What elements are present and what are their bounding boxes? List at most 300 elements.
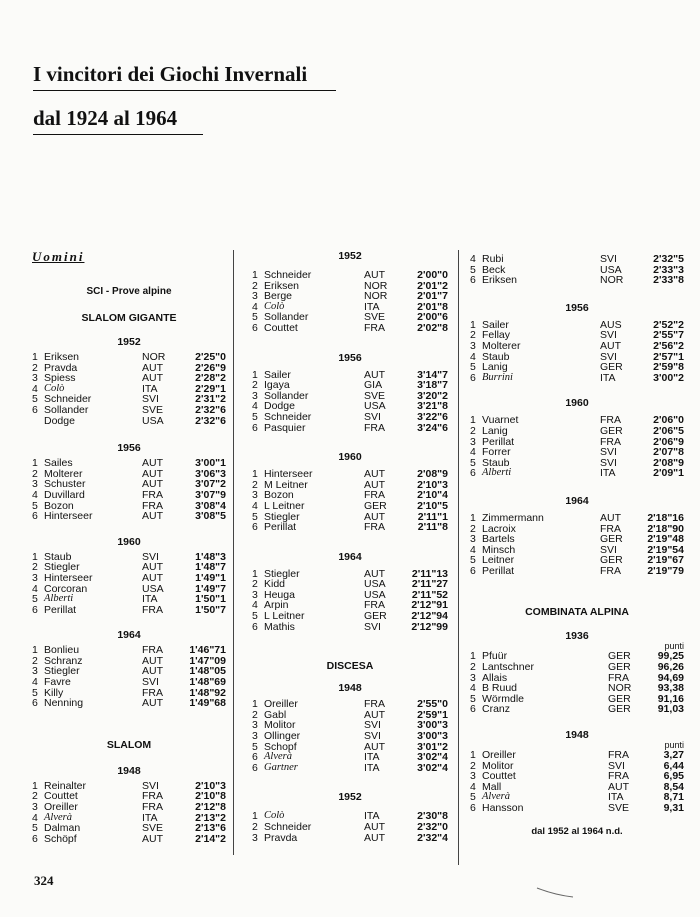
rank: 2: [32, 654, 38, 667]
nation: FRA: [364, 599, 385, 612]
rank: 3: [470, 533, 476, 546]
result: 2'29"1: [195, 382, 226, 395]
result: 2'31"2: [195, 393, 226, 406]
result: 2'08"9: [653, 456, 684, 469]
nation: SVI: [600, 350, 617, 363]
rank: 5: [470, 361, 476, 374]
result: 3'00"1: [195, 457, 226, 470]
result: 1'48"69: [189, 676, 226, 689]
result: 3'07"9: [195, 488, 226, 501]
athlete-name: Oreiller: [482, 749, 516, 762]
page-number: 324: [34, 873, 54, 888]
rank: 6: [32, 603, 38, 616]
nation: FRA: [600, 414, 621, 427]
rank: 1: [252, 698, 258, 711]
athlete-name: Molterer: [482, 339, 521, 352]
result: 2'06"5: [653, 424, 684, 437]
rank: 2: [32, 561, 38, 574]
athlete-name: Favre: [44, 676, 71, 689]
nation: FRA: [600, 522, 621, 535]
athlete-name: Alverà: [264, 751, 292, 763]
athlete-name: Lacroix: [482, 522, 516, 535]
table-row: [32, 352, 226, 363]
table-row: [470, 373, 684, 384]
nation: AUT: [364, 567, 385, 580]
nation: FRA: [142, 488, 163, 501]
nation: AUT: [600, 339, 621, 352]
table-row: [32, 605, 226, 616]
athlete-name: Burrini: [482, 371, 513, 383]
athlete-name: Molitor: [264, 719, 296, 732]
rank: 5: [252, 740, 258, 753]
rank: 4: [32, 676, 38, 689]
athlete-name: Minsch: [482, 543, 516, 556]
result: 2'11"1: [417, 510, 448, 523]
nation: USA: [142, 414, 164, 427]
table-row: [252, 423, 448, 434]
athlete-name: L Leitner: [264, 499, 305, 512]
results-table: [470, 750, 684, 814]
athlete-name: Oreiller: [264, 698, 298, 711]
athlete-name: Arpin: [264, 599, 289, 612]
athlete-name: Stiegler: [264, 510, 300, 523]
result: 3'20"2: [417, 389, 448, 402]
rank: 2: [32, 361, 38, 374]
results-table: [470, 415, 684, 479]
nation: AUT: [364, 740, 385, 753]
result: 2'12"94: [411, 610, 448, 623]
result: 2'13"6: [195, 822, 226, 835]
nation: AUT: [364, 368, 385, 381]
athlete-name: Eriksen: [44, 351, 80, 363]
nation: USA: [364, 588, 386, 601]
athlete-name: Staub: [44, 550, 72, 563]
rank: 6: [470, 274, 476, 287]
nation: SVI: [142, 779, 159, 792]
year-heading: 1952: [117, 336, 141, 348]
result: 2'55"7: [653, 329, 684, 342]
athlete-name: Cranz: [482, 703, 511, 716]
result: 1'48"05: [189, 665, 226, 678]
rank: 6: [252, 421, 258, 434]
athlete-name: Bozon: [44, 499, 74, 512]
nation: NOR: [142, 351, 166, 363]
page-subtitle: dal 1924 al 1964: [33, 106, 177, 130]
athlete-name: Sollander: [44, 403, 89, 416]
result: 1'50"7: [195, 603, 226, 616]
result: 2'19"48: [647, 533, 684, 546]
rank: 1: [252, 810, 258, 823]
table-row: [32, 573, 226, 584]
athlete-name: Couttet: [264, 321, 298, 334]
result: 3'22"6: [417, 410, 448, 423]
year-heading: 1964: [565, 494, 589, 507]
result: 2'01"8: [417, 300, 448, 313]
athlete-name: B Ruud: [482, 682, 518, 695]
result: 99,25: [657, 650, 684, 663]
nation: AUT: [142, 478, 163, 491]
athlete-name: Dalman: [44, 822, 81, 835]
column-middle: [252, 250, 448, 843]
result: 3'01"2: [417, 740, 448, 753]
result: 2'55"0: [417, 698, 448, 711]
athlete-name: Molitor: [482, 759, 514, 772]
nation: GER: [600, 554, 623, 567]
result: 2'33"3: [653, 263, 684, 276]
nation: NOR: [600, 274, 624, 287]
result: 93,38: [657, 682, 684, 695]
nation: AUT: [364, 468, 385, 481]
year-heading: 1948: [117, 764, 141, 777]
table-row: [252, 412, 448, 423]
nation: GER: [364, 499, 387, 512]
result: 3'14"7: [417, 368, 448, 381]
rank: 2: [252, 379, 258, 392]
year-heading: 1956: [117, 442, 141, 455]
result: 1'46"71: [189, 644, 226, 657]
nation: AUT: [142, 467, 163, 480]
rank: 3: [470, 671, 476, 684]
athlete-name: Pfuür: [482, 650, 508, 663]
nation: SVI: [142, 676, 159, 689]
result: 2'52"2: [653, 318, 684, 331]
rank: 4: [470, 446, 476, 459]
rank: 4: [32, 382, 38, 395]
rank: 1: [470, 318, 476, 331]
result: 8,71: [663, 791, 684, 804]
result: 2'32"6: [195, 414, 226, 427]
result: 1'49"68: [189, 697, 226, 710]
nation: SVE: [364, 389, 386, 402]
rank: 6: [252, 521, 258, 534]
athlete-name: Spiess: [44, 372, 76, 385]
athlete-name: Beck: [482, 263, 506, 276]
athlete-name: Igaya: [264, 379, 290, 392]
punti-label: punti: [664, 740, 684, 751]
rank: 1: [252, 468, 258, 481]
athlete-name: Perillat: [482, 564, 515, 577]
pen-mark: [535, 885, 575, 899]
nation: AUT: [364, 831, 385, 844]
column-divider: [458, 250, 459, 865]
result: 2'07"8: [653, 446, 684, 459]
rank: 3: [252, 290, 258, 303]
result: 2'10"4: [417, 489, 448, 502]
table-row: [32, 416, 226, 427]
nation: SVI: [364, 620, 381, 633]
result: 91,03: [657, 703, 684, 716]
athlete-name: Gabl: [264, 708, 287, 721]
nation: AUT: [142, 697, 163, 710]
nation: AUT: [142, 654, 163, 667]
nation: ITA: [608, 791, 624, 804]
rank: 2: [32, 467, 38, 480]
nation: FRA: [364, 698, 385, 711]
rank: 2: [470, 661, 476, 674]
result: 3'07"2: [195, 478, 226, 491]
results-table: [252, 699, 448, 773]
rank: 4: [470, 253, 476, 265]
table-row: [470, 254, 684, 265]
nation: SVI: [364, 410, 381, 423]
results-table: [32, 552, 226, 616]
athlete-name: Fellay: [482, 329, 511, 342]
rank: 2: [32, 790, 38, 803]
rank: 4: [252, 300, 258, 313]
athlete-name: Perillat: [264, 521, 297, 534]
discesa-heading: DISCESA: [326, 660, 374, 673]
athlete-name: Couttet: [482, 770, 516, 783]
athlete-name: Perillat: [44, 603, 77, 616]
athlete-name: Molterer: [44, 467, 83, 480]
result: 2'10"5: [417, 499, 448, 512]
nation: FRA: [600, 435, 621, 448]
nation: SVE: [142, 822, 164, 835]
rank: 1: [470, 414, 476, 427]
athlete-name: Colò: [264, 300, 285, 312]
athlete-name: Reinalter: [44, 779, 87, 792]
athlete-name: Dodge: [44, 414, 75, 427]
rank: 3: [32, 571, 38, 584]
nation: NOR: [608, 682, 632, 695]
rank: 2: [252, 478, 258, 491]
result: 3'02"4: [417, 761, 448, 774]
result: 3,27: [663, 749, 684, 762]
rank: 6: [470, 371, 476, 384]
result: 2'19"67: [647, 554, 684, 567]
result: 2'19"54: [647, 543, 684, 556]
athlete-name: Perillat: [482, 435, 515, 448]
athlete-name: Hinterseer: [264, 468, 313, 481]
result: 2'30"8: [417, 810, 448, 823]
athlete-name: Mathis: [264, 620, 295, 633]
result: 2'59"8: [653, 361, 684, 374]
slalom-gigante-heading: SLALOM GIGANTE: [81, 312, 177, 324]
nation: AUT: [142, 361, 163, 374]
nation: ITA: [364, 751, 380, 764]
table-row: [252, 622, 448, 633]
rank: 1: [32, 457, 38, 470]
nation: SVI: [364, 719, 381, 732]
nation: GER: [600, 533, 623, 546]
nation: SVE: [142, 403, 164, 416]
table-row: [470, 566, 684, 577]
results-table: [470, 513, 684, 577]
athlete-name: Heuga: [264, 588, 295, 601]
rank: 2: [252, 279, 258, 292]
rank: 5: [32, 822, 38, 835]
nation: SVE: [364, 311, 386, 324]
result: 2'08"9: [417, 468, 448, 481]
results-table: [32, 781, 226, 845]
rank: 5: [470, 456, 476, 469]
nation: AUT: [364, 510, 385, 523]
rank: 6: [252, 761, 258, 774]
result: 91,16: [657, 692, 684, 705]
result: 3'06"3: [195, 467, 226, 480]
result: 96,26: [657, 661, 684, 674]
athlete-name: Oreiller: [44, 801, 78, 814]
athlete-name: Alverà: [44, 811, 72, 823]
year-heading: 1960: [565, 397, 589, 410]
year-heading: 1948: [565, 729, 589, 742]
result: 2'11"13: [411, 567, 448, 580]
result: 2'57"1: [653, 350, 684, 363]
year-heading: 1948: [338, 682, 362, 695]
nation: AUT: [600, 511, 621, 524]
nation: AUT: [364, 821, 385, 833]
table-row: [470, 704, 684, 715]
result: 1'50"1: [195, 593, 226, 606]
nation: ITA: [364, 761, 380, 774]
rank: 4: [32, 582, 38, 595]
rank: 6: [32, 832, 38, 845]
athlete-name: Bozon: [264, 489, 294, 502]
athlete-name: Lantschner: [482, 661, 534, 674]
athlete-name: Staub: [482, 456, 510, 469]
athlete-name: Sollander: [264, 311, 309, 324]
rank: 5: [252, 410, 258, 423]
rank: 3: [32, 665, 38, 678]
nation: USA: [364, 578, 386, 591]
nation: AUT: [142, 665, 163, 678]
athlete-name: Alverà: [482, 791, 510, 803]
results-table: [252, 469, 448, 533]
result: 2'10"3: [195, 779, 226, 792]
year-heading: 1964: [338, 550, 362, 563]
rank: 3: [252, 489, 258, 502]
result: 2'01"7: [417, 290, 448, 303]
results-table: [252, 811, 448, 843]
nation: FRA: [142, 644, 163, 657]
nation: AUT: [142, 457, 163, 470]
nation: GER: [364, 610, 387, 623]
athlete-name: Schuster: [44, 478, 86, 491]
column-divider: [233, 250, 234, 855]
nation: AUS: [600, 318, 622, 331]
result: 2'13"2: [195, 811, 226, 824]
athlete-name: Hinterseer: [44, 571, 93, 584]
result: 3'02"4: [417, 751, 448, 764]
rank: 2: [470, 522, 476, 535]
athlete-name: Wörmdle: [482, 692, 525, 705]
result: 2'32"5: [653, 253, 684, 265]
result: 1'48"92: [189, 686, 226, 699]
nation: ITA: [600, 467, 616, 480]
result: 1'48"3: [195, 550, 226, 563]
result: 2'32"6: [195, 403, 226, 416]
athlete-name: Lanig: [482, 361, 508, 374]
athlete-name: Vuarnet: [482, 414, 519, 427]
rank: 1: [252, 269, 258, 281]
result: 6,95: [663, 770, 684, 783]
result: 2'19"79: [647, 564, 684, 577]
athlete-name: Allais: [482, 671, 508, 684]
rank: 2: [252, 578, 258, 591]
athlete-name: Lanig: [482, 424, 508, 437]
table-row: [470, 468, 684, 479]
rank: 2: [252, 708, 258, 721]
rank: [32, 416, 44, 427]
athlete-name: Killy: [44, 686, 64, 699]
rank: 1: [32, 550, 38, 563]
athlete-name: Schneider: [264, 821, 312, 833]
rank: 3: [252, 588, 258, 601]
rank: 5: [32, 593, 38, 606]
rank: 1: [32, 351, 38, 363]
athlete-name: Sailer: [482, 318, 509, 331]
athlete-name: Eriksen: [482, 274, 518, 287]
table-row: [32, 834, 226, 845]
nation: ITA: [364, 300, 380, 313]
athlete-name: Stiegler: [264, 567, 300, 580]
result: 1'49"1: [195, 571, 226, 584]
athlete-name: Bonlieu: [44, 644, 80, 657]
rank: 4: [252, 599, 258, 612]
nation: SVI: [600, 446, 617, 459]
punti-label: punti: [664, 641, 684, 652]
athlete-name: Schneider: [44, 393, 92, 406]
result: 3'00"3: [417, 719, 448, 732]
results-table: [32, 645, 226, 709]
rank: 1: [470, 511, 476, 524]
result: 2'33"8: [653, 274, 684, 287]
sci-heading: SCI - Prove alpine: [86, 286, 172, 297]
nation: USA: [142, 582, 164, 595]
athlete-name: Hansson: [482, 802, 524, 814]
results-table: [470, 254, 684, 286]
results-table: [32, 458, 226, 522]
nation: FRA: [608, 671, 629, 684]
nation: USA: [600, 263, 622, 276]
table-row: [470, 275, 684, 286]
rank: 3: [32, 372, 38, 385]
year-heading: 1952: [338, 250, 362, 262]
rank: 4: [32, 811, 38, 824]
result: 2'32"0: [417, 821, 448, 833]
athlete-name: Schopf: [264, 740, 297, 753]
rank: 3: [252, 730, 258, 743]
results-table: [470, 320, 684, 384]
rank: 1: [252, 368, 258, 381]
result: 3'21"8: [417, 400, 448, 413]
result: 2'09"1: [653, 467, 684, 480]
rank: 5: [252, 510, 258, 523]
result: 94,69: [657, 671, 684, 684]
rank: 2: [252, 821, 258, 833]
result: 3'00"3: [417, 730, 448, 743]
result: 2'12"8: [195, 801, 226, 814]
nation: AUT: [142, 561, 163, 574]
nation: GIA: [364, 379, 383, 392]
nation: FRA: [142, 686, 163, 699]
combinata-heading: COMBINATA ALPINA: [525, 606, 629, 619]
nation: FRA: [608, 770, 629, 783]
result: 2'18"90: [647, 522, 684, 535]
result: 2'59"1: [417, 708, 448, 721]
result: 3'08"5: [195, 510, 226, 523]
result: 2'00"6: [417, 311, 448, 324]
athlete-name: Pravda: [264, 831, 298, 844]
athlete-name: Stiegler: [44, 561, 80, 574]
athlete-name: Bartels: [482, 533, 515, 546]
result: 2'28"2: [195, 372, 226, 385]
result: 2'11"52: [411, 588, 448, 601]
rank: 6: [32, 403, 38, 416]
nation: GER: [608, 703, 631, 716]
rank: 1: [32, 779, 38, 792]
rank: 3: [32, 478, 38, 491]
